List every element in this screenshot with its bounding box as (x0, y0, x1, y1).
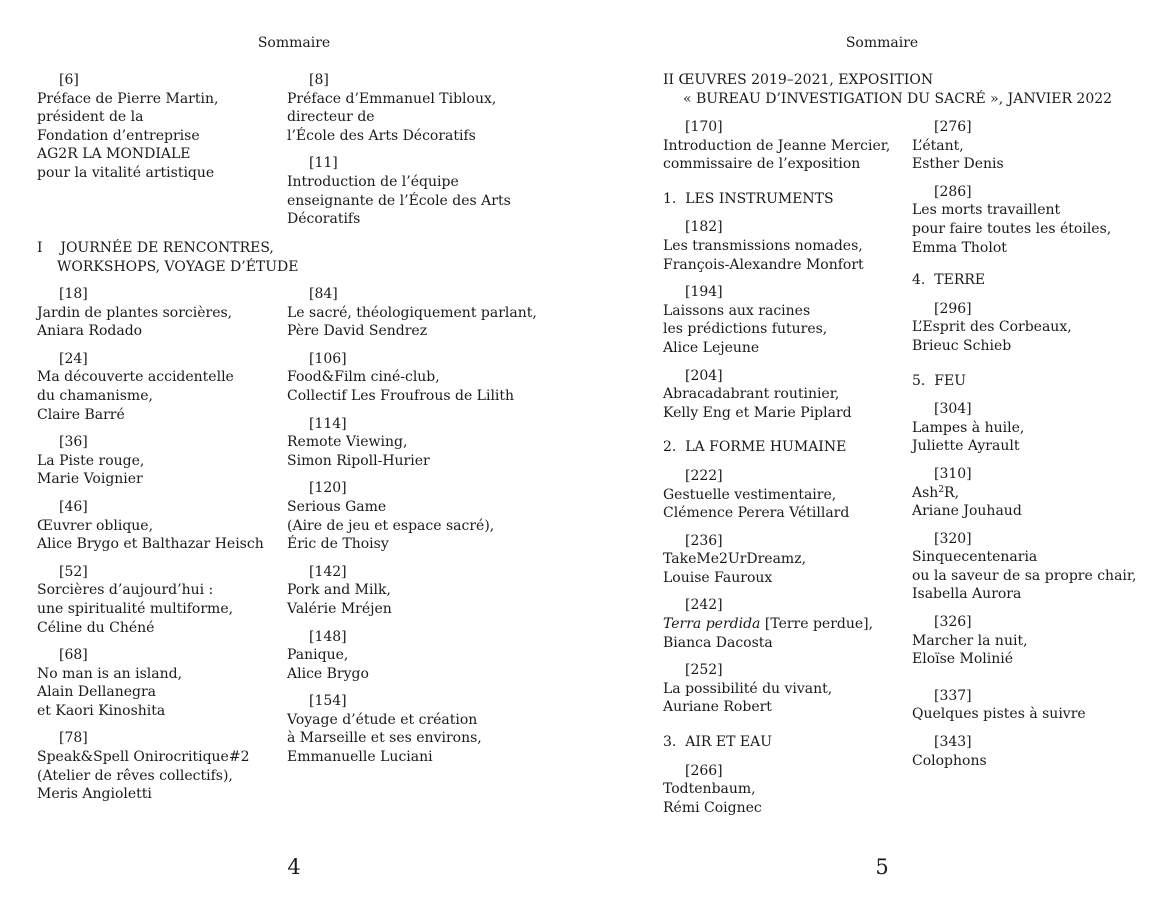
subsection-heading: 5. FEU (912, 372, 966, 389)
page-number: 5 (875, 855, 889, 879)
entry-line: L’étant, (912, 137, 964, 154)
entry-line: Meris Angioletti (37, 786, 152, 803)
right-page (588, 0, 1176, 912)
page-ref: [142] (309, 563, 347, 580)
toc-entry (287, 563, 537, 619)
toc-entry: [343] Colophons (912, 734, 987, 769)
toc-entry (37, 498, 287, 554)
entry-line: Le sacré, théologiquement parlant, (287, 304, 537, 321)
page-ref: [84] (309, 286, 338, 302)
page-ref: [182] (685, 219, 723, 236)
page-ref: [36] (59, 434, 88, 451)
entry-line: et Kaori Kinoshita (37, 702, 166, 719)
toc-entry (287, 285, 537, 341)
toc-entry (287, 415, 537, 471)
entry-line: Valérie Mréjen (287, 600, 392, 617)
entry-line: Aniara Rodado (37, 323, 143, 340)
page-ref: [68] (59, 647, 88, 664)
entry-line: L’Esprit des Corbeaux, (912, 319, 1072, 336)
page-ref: [24] (59, 350, 88, 367)
toc-entry: [236] TakeMe2UrDreamz, Louise Fauroux (663, 532, 807, 586)
toc-entry: [6] Préface de Pierre Martin, président de la Fondation d’entreprise AG2R LA MONDIALE pour la vitalité artistique (37, 72, 219, 181)
entry-line: Les morts travaillent (912, 202, 1061, 219)
toc-column (287, 285, 537, 776)
entry-line: François-Alexandre Monfort (663, 256, 864, 273)
page-ref: [78] (59, 730, 88, 747)
entry-line: Éric de Thoisy (287, 536, 389, 553)
toc-entry (37, 646, 287, 720)
toc-entry: [310] Ash$^2$R, Ariane Jouhaud (912, 465, 1022, 520)
toc-entry (663, 367, 913, 423)
page-ref: [154] (309, 693, 347, 710)
entry-line: (Atelier de rêves collectifs), (37, 767, 233, 784)
page-ref: [148] (309, 628, 347, 645)
toc-entry (663, 218, 913, 274)
entry-line: Alice Brygo et Balthazar Heisch (37, 536, 264, 553)
toc-entry (37, 729, 287, 803)
toc-entry (912, 183, 1162, 257)
page-ref: [286] (934, 183, 972, 200)
subsection-heading: 4. TERRE (912, 272, 986, 289)
toc-entry (912, 300, 1162, 356)
toc-entry: [266] Todtenbaum, Rémi Coignec (663, 762, 762, 816)
subsection-heading: 3. AIR ET EAU (663, 734, 773, 751)
entry-line: Serious Game (287, 498, 387, 515)
italic-title: Terra perdida (663, 616, 761, 633)
page-ref: [296] (934, 300, 972, 317)
entry-line: Brieuc Schieb (912, 337, 1012, 354)
page-header: Sommaire (257, 35, 331, 51)
toc-entry (37, 285, 287, 341)
entry-line: Alain Dellanegra (37, 684, 156, 701)
entry-line: Marie Voignier (37, 471, 143, 488)
subsection-heading: 1. LES INSTRUMENTS (663, 190, 834, 207)
page-ref: [114] (309, 415, 347, 432)
toc-entry: [320] Sinquecentenaria ou la saveur de sa propre chair, Isabella Aurora (912, 530, 1137, 603)
page-ref: [194] (685, 284, 723, 301)
entry-line: Remote Viewing, (287, 434, 408, 451)
toc-entry: [170] Introduction de Jeanne Mercier, commissaire de l’exposition (663, 119, 891, 173)
entry-line: Œuvrer oblique, (37, 517, 154, 534)
entry-line: Alice Brygo (287, 665, 369, 682)
entry-line: Claire Barré (37, 406, 125, 423)
toc-entry (287, 692, 537, 766)
entry-line: La Piste rouge, (37, 452, 145, 469)
section-heading: II ŒUVRES 2019–2021, EXPOSITION « BUREAU D’INVESTIGATION DU SACRÉ », JANVIER 2022 (663, 72, 1113, 107)
toc-entry (37, 350, 287, 424)
entry-line: Simon Ripoll-Hurier (287, 452, 430, 469)
toc-entry: [8] Préface d’Emmanuel Tibloux, directeur de l’École des Arts Décoratifs (287, 72, 497, 144)
entry-line: Père David Sendrez (287, 323, 428, 340)
toc-entry: [11] Introduction de l’équipe enseignante de l’École des Arts Décoratifs (287, 155, 511, 228)
entry-line: pour faire toutes les étoiles, (912, 220, 1112, 237)
entry-line: Jardin de plantes sorcières, (37, 304, 233, 321)
page-ref: [204] (685, 367, 723, 384)
entry-line: Alice Lejeune (663, 339, 760, 356)
entry-line: Pork and Milk, (287, 582, 391, 599)
toc-column (912, 118, 1162, 779)
entry-line: Ma découverte accidentelle (37, 369, 234, 386)
entry-line: Panique, (287, 647, 349, 664)
toc-entry (287, 628, 537, 684)
toc-entry (37, 563, 287, 637)
entry-line: Abracadabrant routinier, (663, 386, 840, 403)
page-ref: [276] (934, 119, 972, 135)
entry-line: les prédictions futures, (663, 321, 828, 338)
toc-entry (287, 479, 537, 553)
toc-column (37, 71, 287, 192)
entry-line: Kelly Eng et Marie Piplard (663, 404, 852, 421)
toc-column (37, 285, 287, 813)
entry-line: une spiritualité multiforme, (37, 600, 234, 617)
toc-column (287, 71, 537, 238)
entry-line: Collectif Les Froufrous de Lilith (287, 387, 515, 404)
subsection-heading: 2. LA FORME HUMAINE (663, 439, 847, 456)
toc-entry: [304] Lampes à huile, Juliette Ayrault (912, 401, 1025, 455)
page-ref: [18] (59, 286, 88, 302)
toc-entry (912, 118, 1162, 174)
entry-line: à Marseille et ses environs, (287, 730, 482, 747)
toc-column (663, 118, 913, 826)
entry-line: Voyage d’étude et création (287, 711, 478, 728)
toc-entry: [242] Terra perdida [Terre perdue], Bianca Dacosta (663, 597, 874, 651)
page-number: 4 (287, 855, 301, 879)
toc-entry (37, 433, 287, 489)
entry-line: (Aire de jeu et espace sacré), (287, 517, 495, 534)
toc-entry: [222] Gestuelle vestimentaire, Clémence Perera Vétillard (663, 467, 850, 522)
entry-line: Sorcières d’aujourd’hui : (37, 582, 214, 599)
entry-line: Laissons aux racines (663, 302, 811, 319)
page-header: Sommaire (845, 35, 919, 51)
entry-line: Emma Tholot (912, 239, 1007, 256)
page-ref: [52] (59, 563, 88, 580)
entry-line: du chamanisme, (37, 387, 153, 404)
section-heading: I JOURNÉE DE RENCONTRES, WORKSHOPS, VOYAGE D’ÉTUDE (37, 240, 299, 275)
page-ref: [120] (309, 480, 347, 497)
entry-line: Les transmissions nomades, (663, 237, 863, 254)
entry-line: Céline du Chéné (37, 619, 155, 636)
toc-entry (663, 283, 913, 357)
entry-line: Emmanuelle Luciani (287, 749, 433, 766)
page-ref: [46] (59, 498, 88, 515)
page-ref: [106] (309, 350, 347, 367)
toc-entry: [326] Marcher la nuit, Eloïse Molinié (912, 614, 1028, 668)
entry-line: Food&Film ciné-club, (287, 369, 440, 386)
toc-entry (287, 350, 537, 406)
toc-entry: [252] La possibilité du vivant, Auriane Robert (663, 662, 833, 716)
entry-line: No man is an island, (37, 665, 183, 682)
entry-line: Speak&Spell Onirocritique#2 (37, 749, 250, 766)
entry-line: Esther Denis (912, 156, 1004, 173)
toc-entry: [337] Quelques pistes à suivre (912, 687, 1086, 723)
